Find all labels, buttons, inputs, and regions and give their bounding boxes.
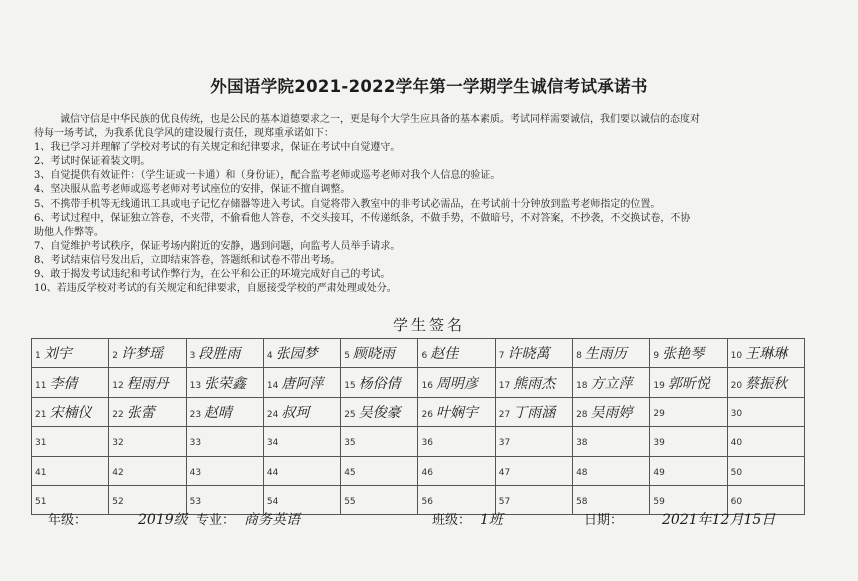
signature-cell bbox=[495, 397, 572, 426]
seat-number: 25 bbox=[344, 409, 356, 420]
signature-cell bbox=[650, 368, 727, 397]
seat-number: 11 bbox=[35, 380, 47, 391]
signature-cell bbox=[495, 339, 572, 368]
seat-number: 20 bbox=[730, 380, 743, 391]
rule-line: 7、自觉维护考试秩序，保证考场内附近的安静，遇到问题，向监考人员举手请求。 bbox=[34, 240, 401, 252]
signature-cell bbox=[263, 397, 340, 426]
signature-cell bbox=[263, 456, 340, 485]
rule-line: 5、不携带手机等无线通讯工具或电子记忆存储器等进入考试。自觉将带入教室中的非考试必需品，在考试前十分钟放到监考老师指定的位置。 bbox=[34, 198, 661, 210]
signature-cell bbox=[186, 368, 263, 397]
rule-line: 2、考试时保证着装文明。 bbox=[34, 156, 151, 168]
seat-number: 21 bbox=[35, 409, 47, 420]
signature-cell bbox=[186, 339, 263, 368]
seat-number: 17 bbox=[498, 380, 511, 391]
seat-number: 53 bbox=[189, 497, 202, 508]
student-signature: 刘宇 bbox=[43, 346, 72, 363]
student-signature: 宋楠仪 bbox=[49, 404, 92, 421]
seat-number: 57 bbox=[498, 497, 511, 508]
rule-line: 6、考试过程中，保证独立答卷，不夹带，不偷看他人答卷，不交头接耳，不传递纸条，不做手势，不做暗号，不对答案，不抄袭，不交换试卷，不协 bbox=[34, 212, 691, 224]
seat-number: 56 bbox=[421, 497, 433, 508]
seat-number: 41 bbox=[35, 467, 47, 478]
signature-cell bbox=[495, 456, 572, 485]
seat-number: 43 bbox=[189, 467, 202, 478]
signature-row bbox=[32, 368, 805, 397]
seat-number: 23 bbox=[189, 409, 202, 420]
student-signature: 叶娴宇 bbox=[435, 404, 478, 421]
signature-cell bbox=[418, 397, 495, 426]
seat-number: 19 bbox=[653, 380, 665, 391]
seat-number: 8 bbox=[576, 351, 582, 362]
seat-number: 12 bbox=[112, 380, 124, 391]
seat-number: 9 bbox=[653, 351, 660, 362]
signature-cell bbox=[341, 368, 418, 397]
signature-cell bbox=[573, 339, 650, 368]
rule-line: 1、我已学习并理解了学校对考试的有关规定和纪律要求，保证在考试中自觉遵守。 bbox=[34, 142, 401, 154]
student-signature: 李倩 bbox=[49, 375, 78, 392]
seat-number: 27 bbox=[498, 409, 511, 420]
seat-number: 18 bbox=[576, 380, 588, 391]
date-label: 日期： bbox=[584, 513, 624, 528]
intro-line: 诚信守信是中华民族的优良传统，也是公民的基本道德要求之一，更是每个大学生应具备的基本素质。考试同样需要诚信，我们要以诚信的态度对 bbox=[60, 114, 700, 125]
signature-cell bbox=[573, 456, 650, 485]
seat-number: 1 bbox=[35, 351, 41, 362]
student-signature: 张艳琴 bbox=[662, 346, 705, 363]
seat-number: 35 bbox=[344, 438, 356, 449]
seat-number: 44 bbox=[266, 467, 279, 478]
seat-number: 58 bbox=[576, 497, 588, 508]
seat-number: 2 bbox=[112, 351, 119, 362]
seat-number: 32 bbox=[112, 438, 124, 449]
seat-number: 40 bbox=[730, 438, 743, 449]
major-value: 商务英语 bbox=[244, 512, 300, 528]
student-signature: 张园梦 bbox=[275, 346, 318, 363]
seat-number: 28 bbox=[576, 409, 588, 420]
seat-number: 30 bbox=[730, 408, 743, 419]
signature-cell bbox=[727, 427, 804, 456]
seat-number: 36 bbox=[421, 438, 433, 449]
signature-row bbox=[32, 339, 805, 368]
rule-line: 9、敢于揭发考试违纪和考试作弊行为，在公平和公正的环境完成好自己的考试。 bbox=[34, 269, 391, 281]
signature-cell bbox=[727, 397, 804, 426]
seat-number: 55 bbox=[344, 497, 356, 508]
signature-cell bbox=[341, 339, 418, 368]
student-signature: 方立萍 bbox=[590, 375, 633, 392]
seat-number: 15 bbox=[344, 380, 356, 391]
student-signature: 熊雨杰 bbox=[513, 375, 556, 392]
student-signature: 张荣鑫 bbox=[204, 375, 247, 392]
signature-cell bbox=[727, 368, 804, 397]
signature-table bbox=[31, 338, 805, 515]
seat-number: 5 bbox=[344, 351, 350, 362]
seat-number: 46 bbox=[421, 467, 433, 478]
student-signature: 许晓萬 bbox=[507, 346, 550, 363]
signature-cell bbox=[32, 397, 109, 426]
student-signature: 叔珂 bbox=[281, 404, 310, 421]
student-signature: 顾晓雨 bbox=[352, 346, 395, 363]
signature-cell bbox=[573, 427, 650, 456]
seat-number: 37 bbox=[498, 438, 511, 449]
class-value: 1班 bbox=[480, 512, 503, 528]
rule-line: 8、考试结束信号发出后，立即结束答卷，答题纸和试卷不带出考场。 bbox=[34, 254, 341, 266]
signature-cell bbox=[495, 368, 572, 397]
seat-number: 22 bbox=[112, 409, 124, 420]
rule-line: 助他人作弊等。 bbox=[34, 226, 104, 238]
grade-label: 年级： bbox=[48, 513, 88, 528]
student-signature: 唐阿萍 bbox=[281, 375, 324, 392]
major-label: 专业： bbox=[196, 513, 236, 528]
student-signature: 赵晴 bbox=[204, 404, 233, 421]
rule-line: 4、坚决服从监考老师或巡考老师对考试座位的安排，保证不擅自调整。 bbox=[34, 184, 351, 196]
seat-number: 54 bbox=[266, 497, 279, 508]
signature-cell bbox=[186, 456, 263, 485]
student-signature: 丁雨涵 bbox=[513, 404, 556, 421]
signature-cell bbox=[727, 339, 804, 368]
grade-value: 2019级 bbox=[138, 512, 188, 528]
student-signature: 程雨丹 bbox=[126, 375, 169, 392]
seat-number: 48 bbox=[576, 467, 588, 478]
signature-cell bbox=[573, 368, 650, 397]
seat-number: 24 bbox=[266, 409, 279, 420]
signature-cell bbox=[109, 397, 186, 426]
seat-number: 39 bbox=[653, 438, 665, 449]
seat-number: 13 bbox=[189, 380, 202, 391]
seat-number: 47 bbox=[498, 467, 511, 478]
student-signature: 生雨历 bbox=[584, 346, 627, 363]
seat-number: 52 bbox=[112, 497, 124, 508]
student-signature: 段胜雨 bbox=[198, 346, 241, 363]
signature-row bbox=[32, 427, 805, 456]
student-signature: 吴俊豪 bbox=[358, 404, 401, 421]
seat-number: 38 bbox=[576, 438, 588, 449]
signature-cell bbox=[109, 339, 186, 368]
student-signature: 郭昕悦 bbox=[667, 375, 710, 392]
seat-number: 29 bbox=[653, 408, 665, 419]
seat-number: 59 bbox=[653, 497, 665, 508]
signature-cell bbox=[32, 456, 109, 485]
seat-number: 51 bbox=[35, 497, 47, 508]
seat-number: 34 bbox=[266, 438, 279, 449]
seat-number: 33 bbox=[189, 438, 202, 449]
date-value: 2021年12月15日 bbox=[662, 512, 776, 528]
student-signature: 蔡振秋 bbox=[745, 375, 788, 392]
signature-cell bbox=[263, 427, 340, 456]
signature-cell bbox=[263, 339, 340, 368]
signature-cell bbox=[341, 397, 418, 426]
signature-cell bbox=[32, 339, 109, 368]
document-title: 外国语学院2021-2022学年第一学期学生诚信考试承诺书 bbox=[210, 77, 648, 96]
rule-line: 3、自觉提供有效证件：（学生证或一卡通）和（身份证），配合监考老师或巡考老师对我个人信息的验证。 bbox=[34, 170, 501, 182]
footer bbox=[0, 509, 858, 531]
seat-number: 50 bbox=[730, 467, 743, 478]
class-label: 班级： bbox=[432, 513, 472, 528]
seat-number: 60 bbox=[730, 497, 743, 508]
signature-title: 学生签名 bbox=[392, 316, 465, 334]
signature-cell bbox=[341, 427, 418, 456]
signature-cell bbox=[650, 339, 727, 368]
signature-row bbox=[32, 397, 805, 426]
seat-number: 16 bbox=[421, 380, 433, 391]
signature-cell bbox=[573, 397, 650, 426]
signature-cell bbox=[418, 427, 495, 456]
signature-cell bbox=[109, 368, 186, 397]
signature-cell bbox=[418, 339, 495, 368]
seat-number: 45 bbox=[344, 467, 356, 478]
student-signature: 许梦瑶 bbox=[121, 346, 164, 363]
seat-number: 3 bbox=[189, 351, 196, 362]
signature-cell bbox=[263, 368, 340, 397]
signature-cell bbox=[650, 397, 727, 426]
seat-number: 42 bbox=[112, 467, 124, 478]
student-signature: 周明彦 bbox=[435, 375, 478, 392]
signature-cell bbox=[495, 427, 572, 456]
seat-number: 49 bbox=[653, 467, 665, 478]
seat-number: 26 bbox=[421, 409, 433, 420]
seat-number: 4 bbox=[266, 351, 273, 362]
signature-cell bbox=[418, 456, 495, 485]
student-signature: 吴雨婷 bbox=[590, 404, 633, 421]
signature-cell bbox=[418, 368, 495, 397]
signature-cell bbox=[650, 456, 727, 485]
seat-number: 14 bbox=[266, 380, 279, 391]
seat-number: 31 bbox=[35, 438, 47, 449]
seat-number: 7 bbox=[498, 351, 505, 362]
seat-number: 6 bbox=[421, 351, 428, 362]
pledge-text bbox=[34, 113, 814, 296]
signature-cell bbox=[341, 456, 418, 485]
signature-cell bbox=[32, 427, 109, 456]
student-signature: 王琳琳 bbox=[745, 346, 788, 363]
signature-cell bbox=[186, 397, 263, 426]
student-signature: 杨俗倩 bbox=[358, 375, 401, 392]
intro-line: 待每一场考试，为我系优良学风的建设履行责任，现郑重承诺如下： bbox=[34, 128, 334, 140]
signature-cell bbox=[109, 456, 186, 485]
rule-line: 10、若违反学校对考试的有关规定和纪律要求，自愿接受学校的严肃处理或处分。 bbox=[34, 283, 397, 295]
seat-number: 10 bbox=[730, 351, 743, 362]
student-signature: 张蕾 bbox=[126, 404, 155, 421]
signature-cell bbox=[650, 427, 727, 456]
student-signature: 赵佳 bbox=[430, 346, 459, 363]
signature-cell bbox=[109, 427, 186, 456]
signature-cell bbox=[727, 456, 804, 485]
signature-row bbox=[32, 456, 805, 485]
signature-cell bbox=[32, 368, 109, 397]
signature-cell bbox=[186, 427, 263, 456]
